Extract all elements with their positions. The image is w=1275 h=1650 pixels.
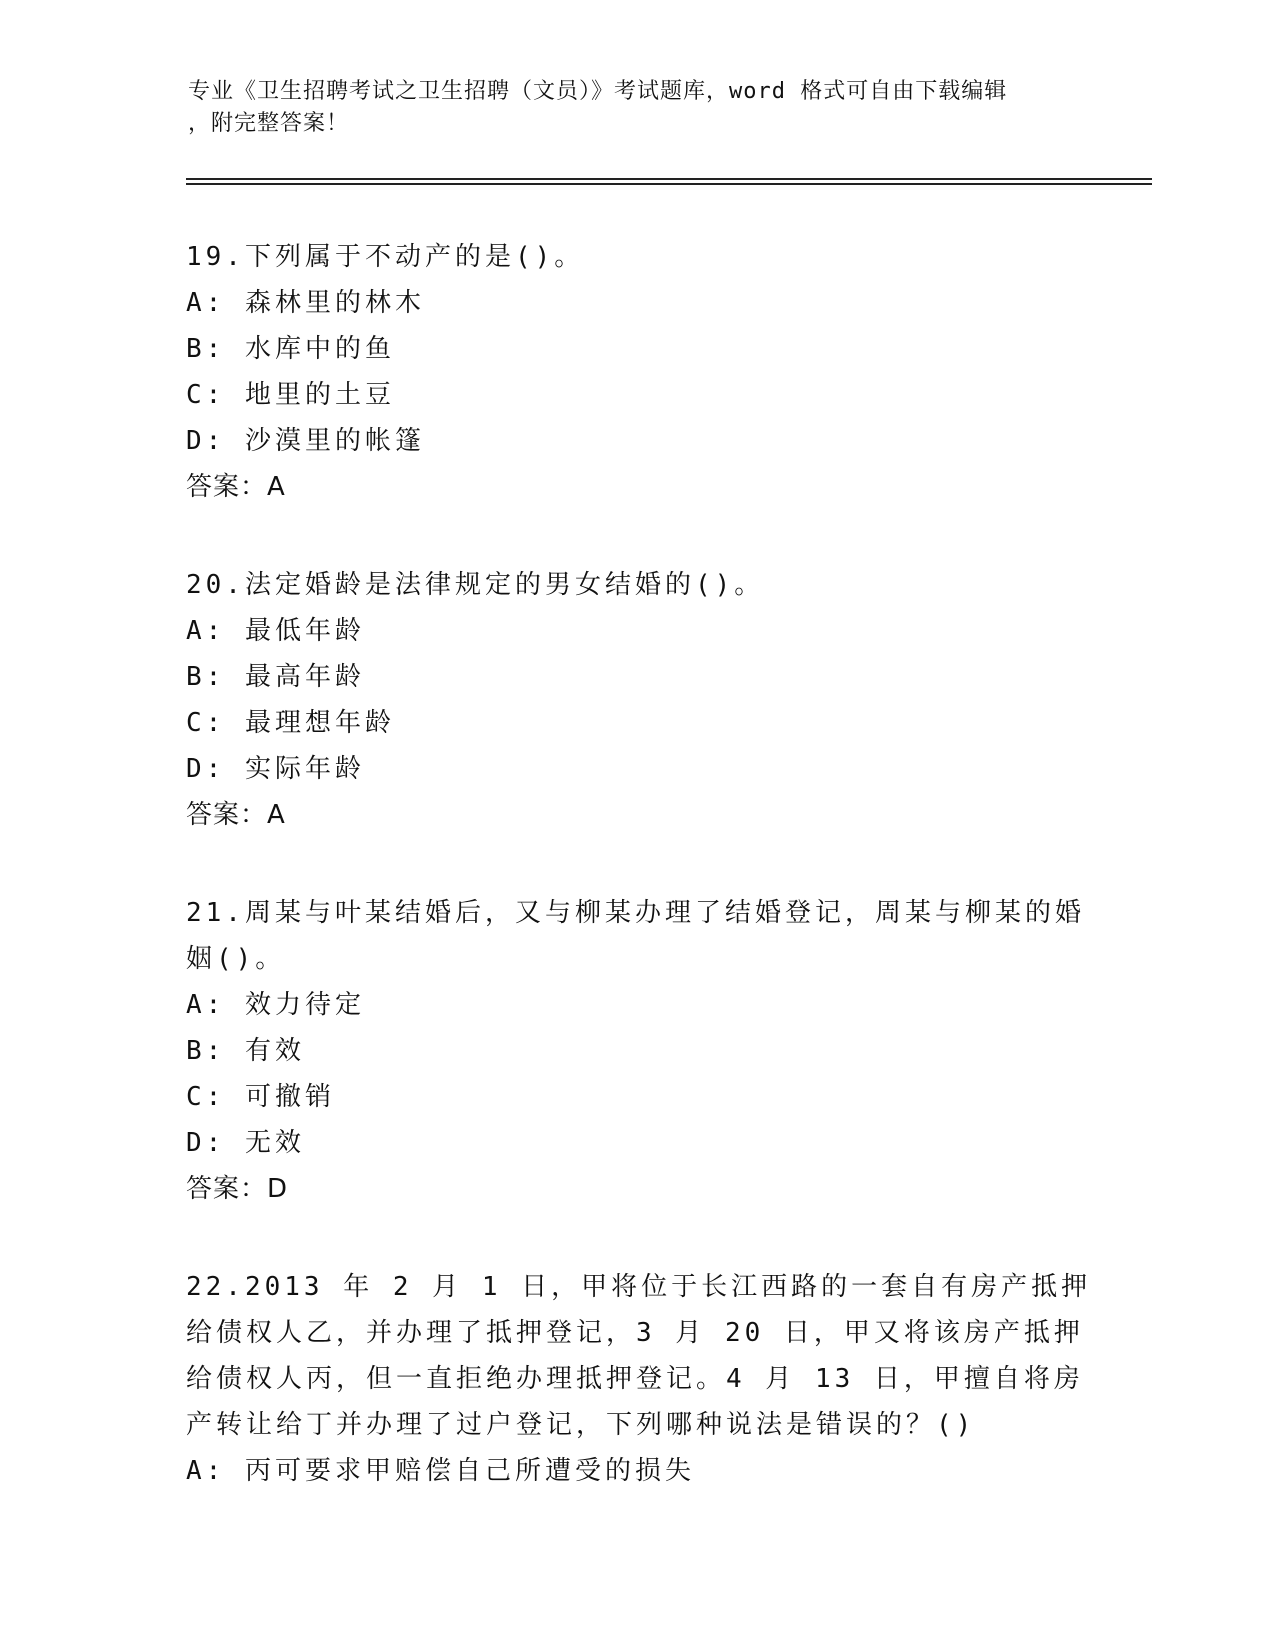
- question-stem: 20.法定婚龄是法律规定的男女结婚的()。: [186, 570, 765, 600]
- option-c: C: 最理想年龄: [186, 708, 395, 738]
- header-divider-top: [186, 178, 1152, 180]
- option-c: C: 地里的土豆: [186, 380, 395, 410]
- document-header: [188, 76, 1088, 140]
- answer: 答案：D: [186, 1174, 289, 1204]
- question-21: [186, 890, 1106, 1212]
- option-a: A: 丙可要求甲赔偿自己所遭受的损失: [186, 1456, 695, 1486]
- option-b: B: 水库中的鱼: [186, 334, 395, 364]
- option-d: D: 沙漠里的帐篷: [186, 426, 425, 456]
- option-b: B: 最高年龄: [186, 662, 365, 692]
- question-list: [186, 234, 1106, 1546]
- option-a: A: 效力待定: [186, 990, 365, 1020]
- question-19: [186, 234, 1106, 510]
- header-divider-bottom: [186, 183, 1152, 185]
- option-d: D: 无效: [186, 1128, 305, 1158]
- answer: 答案：A: [186, 800, 286, 830]
- header-line-2: ，附完整答案！: [188, 111, 350, 136]
- option-c: C: 可撤销: [186, 1082, 335, 1112]
- question-stem: 22.2013 年 2 月 1 日，甲将位于长江西路的一套自有房产抵押给债权人乙，并办理了抵押登记，3 月 20 日，甲又将该房产抵押给债权人丙，但一直拒绝办理抵押登记。4 月 13 日，甲擅自将房产转让给丁并办理了过户登记，下列哪种说法是错误的？(): [186, 1272, 1092, 1440]
- option-a: A: 森林里的林木: [186, 288, 425, 318]
- answer: 答案：A: [186, 472, 286, 502]
- question-stem: 19.下列属于不动产的是()。: [186, 242, 585, 272]
- option-d: D: 实际年龄: [186, 754, 365, 784]
- header-line-1: 专业《卫生招聘考试之卫生招聘（文员）》考试题库，word 格式可自由下载编辑: [188, 79, 1008, 104]
- option-a: A: 最低年龄: [186, 616, 365, 646]
- question-22: [186, 1264, 1106, 1494]
- question-stem: 21.周某与叶某结婚后，又与柳某办理了结婚登记，周某与柳某的婚姻()。: [186, 898, 1085, 974]
- option-b: B: 有效: [186, 1036, 305, 1066]
- question-20: [186, 562, 1106, 838]
